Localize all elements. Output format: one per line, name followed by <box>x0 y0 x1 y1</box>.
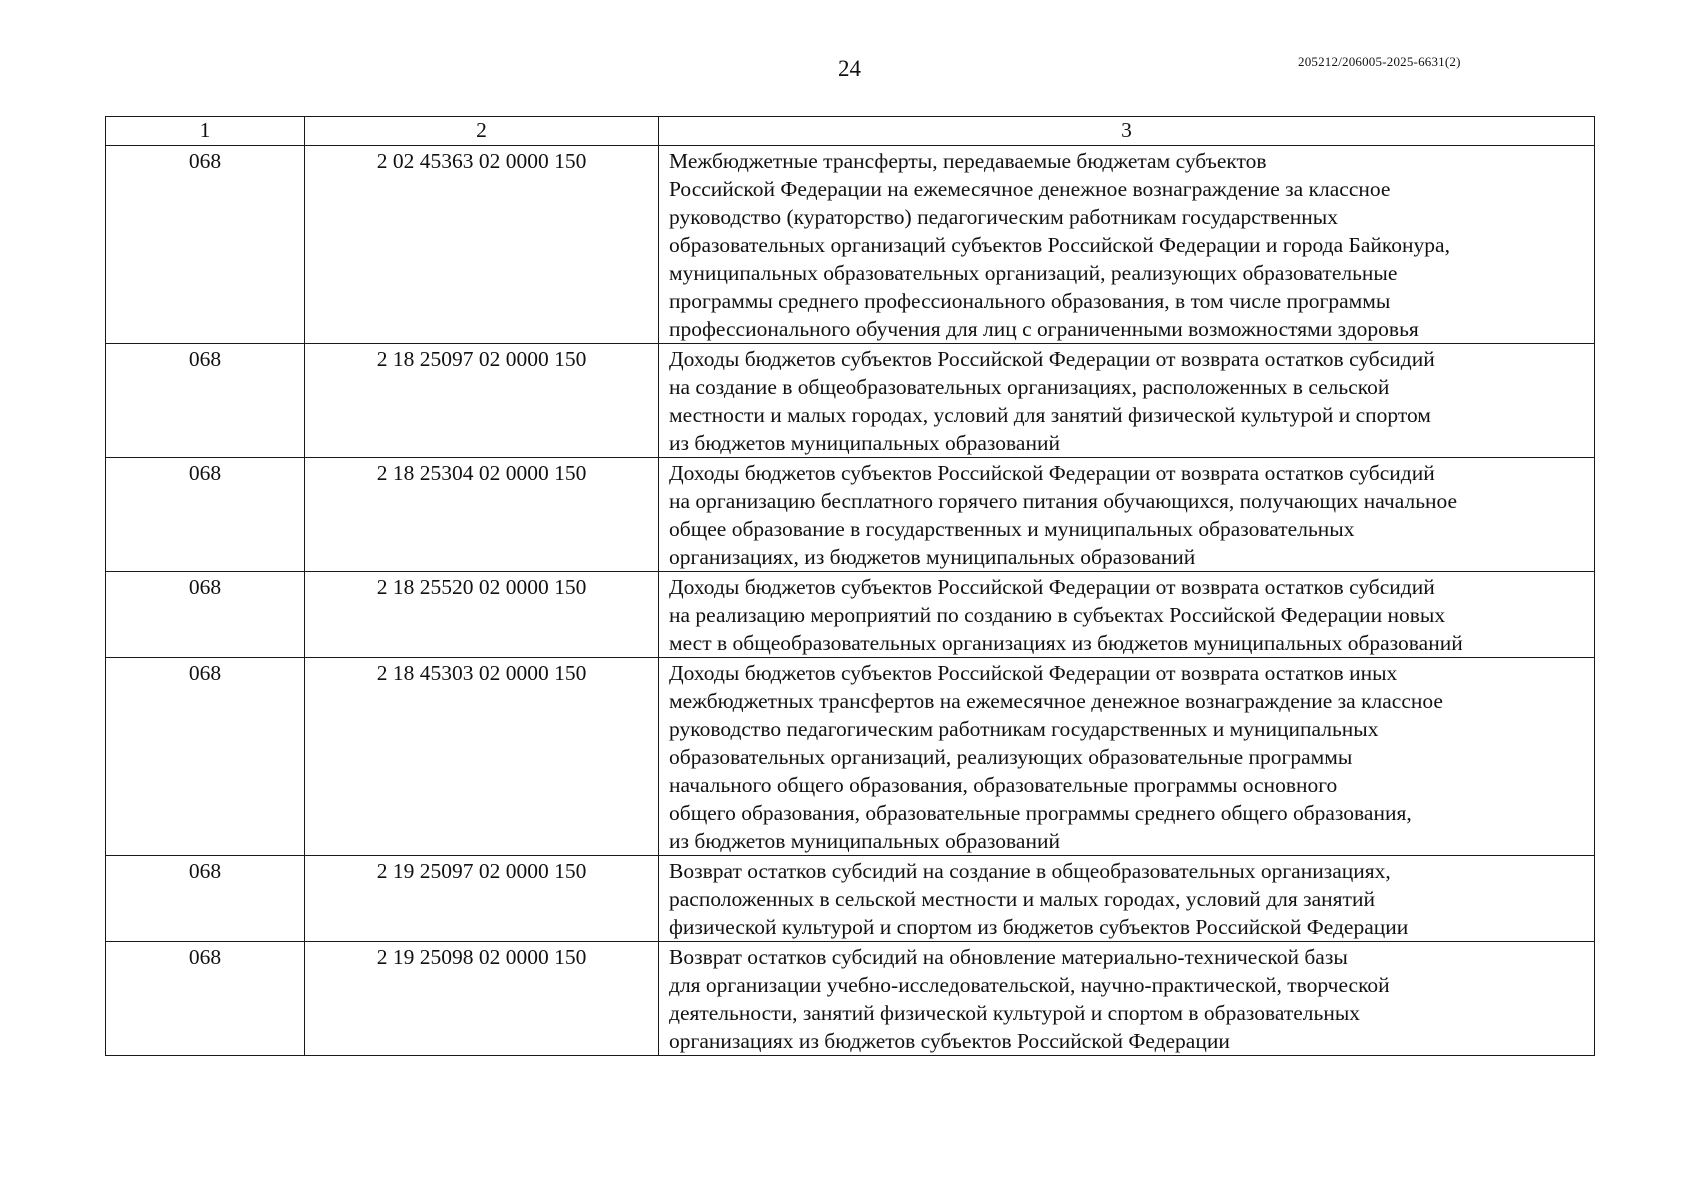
kbk-code-cell: 2 18 25520 02 0000 150 <box>305 572 659 658</box>
column-header: 1 <box>106 117 305 146</box>
table-row <box>106 344 1595 458</box>
kbk-code-cell: 2 19 25097 02 0000 150 <box>305 856 659 942</box>
table-row <box>106 942 1595 1056</box>
table-row <box>106 856 1595 942</box>
description-cell: Доходы бюджетов субъектов Российской Федерации от возврата остатков иных межбюджетных трансфертов на ежемесячное денежное вознаграждение за классное руководство педагогическим работникам государственных и муниципальных образовательных организаций, реализующих образовательные программы начального общего образования, образовательные программы основного общего образования, образовательные программы среднего общего образования, из бюджетов муниципальных образований <box>659 658 1595 856</box>
admin-code-cell: 068 <box>106 146 305 344</box>
table-row <box>106 458 1595 572</box>
table-row <box>106 572 1595 658</box>
table-header <box>106 117 1595 146</box>
column-header: 3 <box>659 117 1595 146</box>
admin-code-cell: 068 <box>106 458 305 572</box>
budget-codes-table <box>105 116 1595 1056</box>
kbk-code-cell: 2 19 25098 02 0000 150 <box>305 942 659 1056</box>
kbk-code-cell: 2 18 25304 02 0000 150 <box>305 458 659 572</box>
description-cell: Возврат остатков субсидий на обновление материально-технической базы для организации учебно-исследовательской, научно-практической, творческой деятельности, занятий физической культурой и спортом в образовательных организациях из бюджетов субъектов Российской Федерации <box>659 942 1595 1056</box>
description-cell: Межбюджетные трансферты, передаваемые бюджетам субъектов Российской Федерации на ежемесячное денежное вознаграждение за классное руководство (кураторство) педагогическим работникам государственных образовательных организаций субъектов Российской Федерации и города Байконура, муниципальных образовательных организаций, реализующих образовательные программы среднего профессионального образования, в том числе программы профессионального обучения для лиц с ограниченными возможностями здоровья <box>659 146 1595 344</box>
description-cell: Доходы бюджетов субъектов Российской Федерации от возврата остатков субсидий на организацию бесплатного горячего питания обучающихся, получающих начальное общее образование в государственных и муниципальных образовательных организациях, из бюджетов муниципальных образований <box>659 458 1595 572</box>
admin-code-cell: 068 <box>106 344 305 458</box>
kbk-code-cell: 2 18 25097 02 0000 150 <box>305 344 659 458</box>
table-body <box>106 146 1595 1056</box>
admin-code-cell: 068 <box>106 572 305 658</box>
description-cell: Доходы бюджетов субъектов Российской Федерации от возврата остатков субсидий на создание в общеобразовательных организациях, расположенных в сельской местности и малых городах, условий для занятий физической культурой и спортом из бюджетов муниципальных образований <box>659 344 1595 458</box>
admin-code-cell: 068 <box>106 856 305 942</box>
description-cell: Доходы бюджетов субъектов Российской Федерации от возврата остатков субсидий на реализацию мероприятий по созданию в субъектах Российской Федерации новых мест в общеобразовательных организациях из бюджетов муниципальных образований <box>659 572 1595 658</box>
column-number-row <box>106 117 1595 146</box>
page-number: 24 <box>838 56 861 81</box>
kbk-code-cell: 2 18 45303 02 0000 150 <box>305 658 659 856</box>
column-header: 2 <box>305 117 659 146</box>
description-cell: Возврат остатков субсидий на создание в общеобразовательных организациях, расположенных в сельской местности и малых городах, условий для занятий физической культурой и спортом из бюджетов субъектов Российской Федерации <box>659 856 1595 942</box>
document-number: 205212/206005-2025-6631(2) <box>1298 54 1461 69</box>
admin-code-cell: 068 <box>106 942 305 1056</box>
table-row <box>106 146 1595 344</box>
kbk-code-cell: 2 02 45363 02 0000 150 <box>305 146 659 344</box>
admin-code-cell: 068 <box>106 658 305 856</box>
table-row <box>106 658 1595 856</box>
